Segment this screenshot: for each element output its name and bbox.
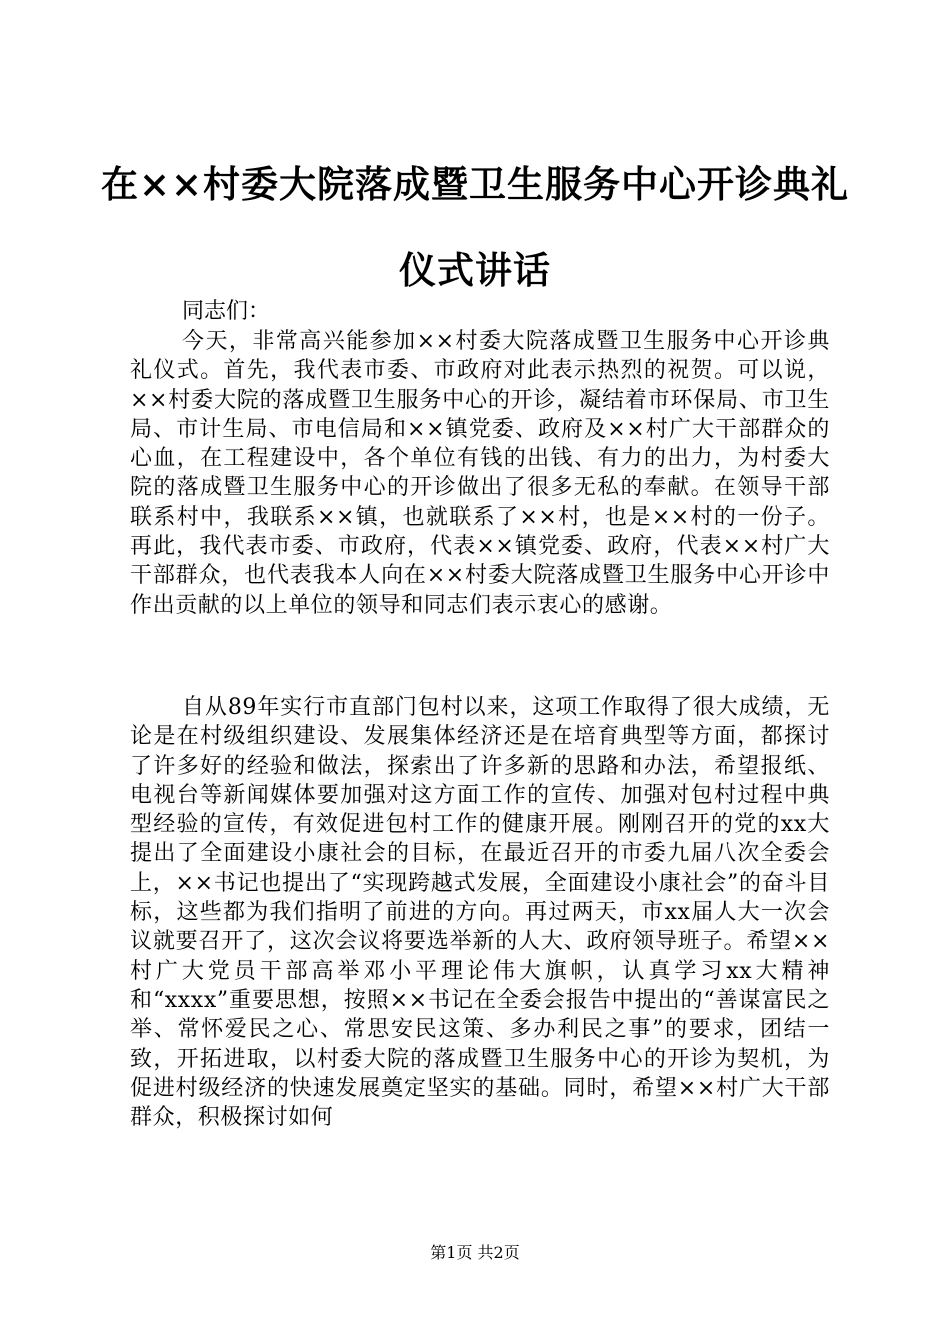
document-title-line-2: 仪式讲话 [399,248,551,292]
paragraph-1: 今天，非常高兴能参加××村委大院落成暨卫生服务中心开诊典礼仪式。首先，我代表市委、市政府对此表示热烈的祝贺。可以说，××村委大院的落成暨卫生服务中心的开诊，凝结着市环保局、市卫生局、市计生局、市电信局和××镇党委、政府及××村广大干部群众的心血，在工程建设中，各个单位有钱的出钱、有力的出力，为村委大院的落成暨卫生服务中心的开诊做出了很多无私的奉献。在领导干部联系村中，我联系××镇，也就联系了××村，也是××村的一份子。再此，我代表市委、市政府，代表××镇党委、政府，代表××村广大干部群众，也代表我本人向在××村委大院落成暨卫生服务中心开诊中作出贡献的以上单位的领导和同志们表示衷心的感谢。 [130,329,830,618]
document-title-line-1: 在××村委大院落成暨卫生服务中心开诊典礼 [100,162,849,206]
page-footer: 第1页 共2页 [430,1243,520,1262]
salutation: 同志们： [182,299,271,324]
paragraph-2: 自从89年实行市直部门包村以来，这项工作取得了很大成绩，无论是在村级组织建设、发展集体经济还是在培育典型等方面，都探讨了许多好的经验和做法，探索出了许多新的思路和办法，希望报纸、电视台等新闻媒体要加强对这方面工作的宣传、加强对包村过程中典型经验的宣传，有效促进包村工作的健康开展。刚刚召开的党的xx大提出了全面建设小康社会的目标，在最近召开的市委九届八次全委会上，××书记也提出了“实现跨越式发展，全面建设小康社会”的奋斗目标，这些都为我们指明了前进的方向。再过两天，市xx届人大一次会议就要召开了，这次会议将要选举新的人大、政府领导班子。希望××村广大党员干部高举邓小平理论伟大旗帜，认真学习xx大精神和“xxxx”重要思想，按照××书记在全委会报告中提出的“善谋富民之举、常怀爱民之心、常思安民这策、多办利民之事”的要求，团结一致，开拓进取，以村委大院的落成暨卫生服务中心的开诊为契机，为促进村级经济的快速发展奠定坚实的基础。同时，希望××村广大干部群众，积极探讨如何 [130,695,830,1131]
